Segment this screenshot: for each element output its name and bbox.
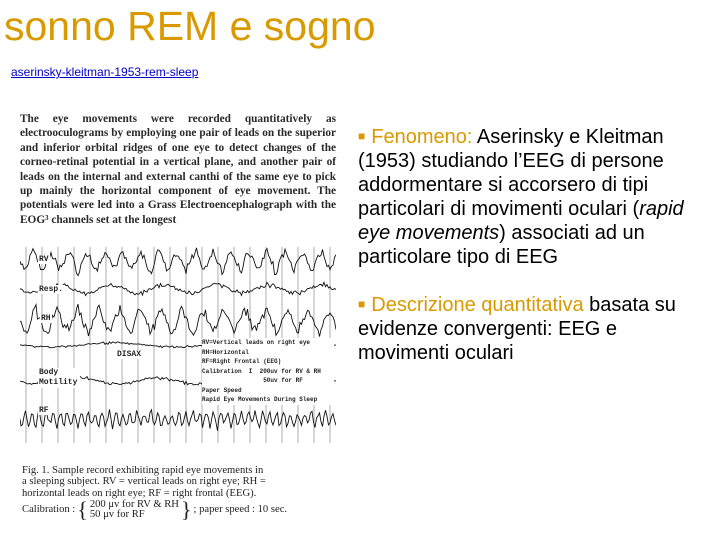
bullet-heading: Fenomeno:: [371, 126, 473, 148]
bullet-item: [358, 124, 688, 269]
caption-line: horizontal leads on right eye; RF = right frontal (EEG).: [22, 487, 257, 499]
calibration-bottom: 50 μv for RF: [89, 508, 145, 520]
trace-label-rh: RH: [41, 314, 51, 323]
calibration-label: Calibration :: [22, 504, 76, 516]
square-bullet-icon: ■: [358, 297, 366, 311]
legend-line: 50uv for RF: [202, 377, 303, 384]
brace-close-icon: }: [180, 496, 192, 522]
bullet-italic: rapid eye movements: [358, 198, 684, 244]
brace-icon: {: [77, 496, 88, 522]
reference-link[interactable]: aserinsky-kleitman-1953-rem-sleep: [11, 65, 199, 79]
figure-paragraph: The eye movements were recorded quantitatively as electrooculograms by employing one pair of leads on the superior and inferior orbital ridges of one eye to detect changes of the corneo-retinal potential in a vertical plane, and another pair of leads on the internal and external canthi of the same eye to pick up mainly the horizontal component of eye movement. The potentials were led into a Grass Electroencephalograph with the EOG³ channels set at the longest: [20, 113, 336, 226]
caption-line: Fig. 1. Sample record exhibiting rapid eye movements in: [22, 465, 264, 476]
calibration-line: [22, 496, 336, 522]
legend-line: RV=Vertical leads on right eye: [202, 339, 311, 346]
legend-line: RF=Right Frontal (EEG): [202, 358, 282, 365]
caption-line: a sleeping subject. RV = vertical leads on right eye; RH =: [22, 476, 266, 488]
trace-label-rv: RV: [39, 255, 49, 264]
bullet-text: Aserinsky e Kleitman (1953) studiando l’EEG di persone addormentare si accorsero di tipi particolari di movimenti oculari (: [358, 126, 664, 220]
bullet-text: basata su evidenze convergenti: EEG e movimenti oculari: [358, 294, 676, 364]
legend-line: RH=Horizontal: [202, 348, 249, 356]
trace-label-rf: RF: [39, 406, 49, 415]
paper-speed: ; paper speed : 10 sec.: [193, 504, 288, 516]
trace-resp: [20, 282, 336, 295]
legend-line: Rapid Eye Movements During Sleep: [202, 396, 318, 403]
figure-caption: [22, 465, 336, 520]
trace-label-body-motility: Body Motility: [38, 368, 80, 388]
trace-label-disk: DISAX: [117, 350, 142, 359]
square-bullet-icon: ■: [358, 129, 366, 143]
trace-label-resp: Resp.: [39, 285, 64, 294]
bullet-item: [358, 292, 688, 365]
legend-line: Calibration I 200uv for RV & RH: [202, 367, 321, 375]
legend-line: Paper Speed: [202, 386, 242, 394]
calibration-top: 200 μv for RV & RH: [89, 498, 179, 510]
bullet-list: [358, 124, 688, 388]
trace-rf: [20, 408, 336, 431]
trace-rh: [20, 304, 336, 336]
bullet-text-end: ) associati ad un particolare tipo di EEG: [358, 222, 645, 268]
calibration-values: [90, 500, 179, 520]
trace-legend: [202, 338, 334, 405]
trace-rv: [20, 248, 336, 276]
slide-title: sonno REM e sogno: [4, 3, 376, 49]
bullet-heading: Descrizione quantitativa: [371, 294, 584, 316]
